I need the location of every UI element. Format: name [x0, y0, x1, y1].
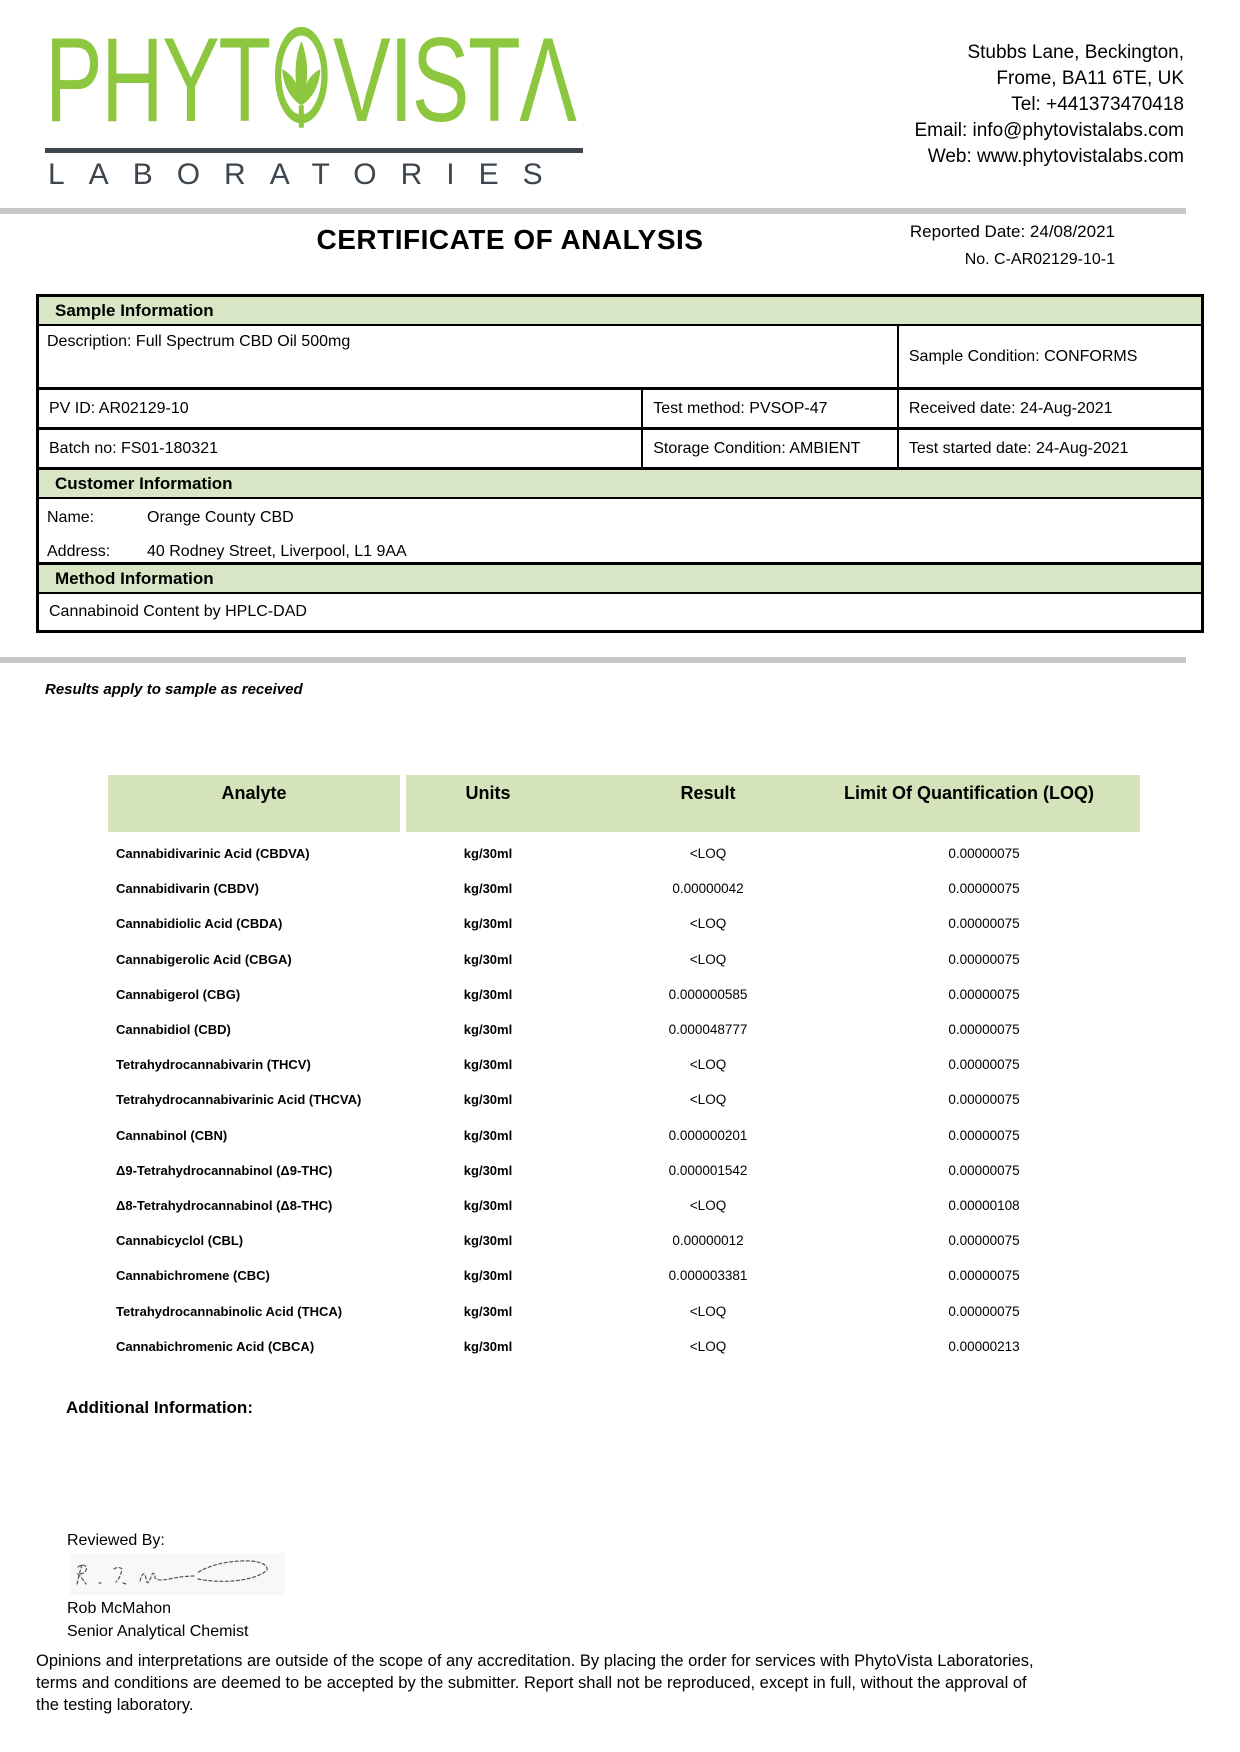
signature-icon — [70, 1553, 285, 1595]
units-cell: kg/30ml — [463, 1127, 513, 1143]
contact-line: Frome, BA11 6TE, UK — [996, 68, 1184, 89]
section-divider — [0, 657, 1186, 663]
page-title: CERTIFICATE OF ANALYSIS — [316, 224, 704, 255]
result-cell: 0.000048777 — [668, 1022, 748, 1038]
lab-contact-info — [914, 40, 1184, 170]
contact-line: Email: info@phytovistalabs.com — [914, 120, 1184, 141]
customer-address-value: 40 Rodney Street, Liverpool, L1 9AA — [147, 543, 407, 560]
loq-cell: 0.00000075 — [948, 1233, 1020, 1249]
analyte-cell: Tetrahydrocannabivarin (THCV) — [116, 1057, 311, 1073]
reviewer-name: Rob McMahon — [67, 1600, 172, 1617]
loq-cell: 0.00000075 — [948, 951, 1020, 967]
storage-condition-cell: Storage Condition: AMBIENT — [643, 430, 899, 467]
analyte-cell: Cannabidivarinic Acid (CBDVA) — [116, 846, 310, 862]
result-cell: <LOQ — [689, 1197, 727, 1213]
customer-address-line — [47, 543, 1193, 561]
leaf-icon — [273, 27, 329, 129]
customer-name-value: Orange County CBD — [147, 509, 294, 526]
table-row — [108, 871, 1140, 906]
result-cell: 0.000000201 — [668, 1127, 748, 1143]
result-cell: <LOQ — [689, 1303, 727, 1319]
contact-line: Stubbs Lane, Beckington, — [967, 42, 1184, 63]
table-row — [108, 836, 1140, 871]
table-row — [108, 1329, 1140, 1364]
table-row — [39, 390, 1201, 430]
table-row — [108, 1293, 1140, 1328]
units-cell: kg/30ml — [463, 881, 513, 897]
received-date-cell: Received date: 24-Aug-2021 — [908, 399, 1113, 417]
table-row — [108, 1258, 1140, 1293]
units-cell: kg/30ml — [463, 1092, 513, 1108]
contact-line: Web: www.phytovistalabs.com — [927, 146, 1184, 167]
disclaimer-line: terms and conditions are deemed to be accepted by the submitter. Report shall not be reproduced, except in full, without the approval of — [36, 1674, 1027, 1692]
header-divider — [0, 208, 1186, 214]
loq-cell: 0.00000075 — [948, 1022, 1020, 1038]
analyte-cell: Cannabigerol (CBG) — [116, 986, 241, 1002]
result-cell: 0.00000042 — [672, 881, 744, 897]
table-row — [39, 326, 1201, 390]
analyte-cell: Cannabigerolic Acid (CBGA) — [116, 951, 292, 967]
loq-cell: 0.00000075 — [948, 1162, 1020, 1178]
analyte-cell: Cannabichromene (CBC) — [116, 1268, 270, 1284]
result-cell: <LOQ — [689, 846, 727, 862]
loq-cell: 0.00000075 — [948, 1303, 1020, 1319]
results-table-header — [108, 775, 1140, 832]
test-method-cell: Test method: PVSOP-47 — [643, 390, 899, 427]
units-cell: kg/30ml — [463, 1197, 513, 1213]
phytovista-logo — [45, 13, 576, 147]
units-cell: kg/30ml — [463, 951, 513, 967]
analyte-cell: Cannabidiolic Acid (CBDA) — [116, 916, 283, 932]
units-cell: kg/30ml — [463, 1303, 513, 1319]
report-number: No. C-AR02129-10-1 — [964, 251, 1115, 268]
disclaimer-line: the testing laboratory. — [36, 1696, 194, 1714]
units-cell: kg/30ml — [463, 1268, 513, 1284]
info-tables — [36, 294, 1204, 633]
contact-line: Tel: +441373470418 — [1011, 94, 1184, 115]
units-cell: kg/30ml — [463, 1057, 513, 1073]
result-cell: 0.000000585 — [668, 986, 748, 1002]
analyte-cell: Cannabinol (CBN) — [116, 1127, 228, 1143]
reviewed-by-label: Reviewed By: — [67, 1532, 165, 1549]
loq-cell: 0.00000075 — [948, 846, 1020, 862]
units-cell: kg/30ml — [463, 1022, 513, 1038]
table-row — [108, 1223, 1140, 1258]
units-cell: kg/30ml — [463, 1233, 513, 1249]
sample-information-header: Sample Information — [39, 297, 1201, 326]
table-row — [39, 430, 1201, 470]
table-row — [108, 1047, 1140, 1082]
table-row — [108, 1082, 1140, 1117]
result-cell: <LOQ — [689, 951, 727, 967]
logo-divider — [45, 148, 583, 153]
loq-cell: 0.00000075 — [948, 1057, 1020, 1073]
analyte-cell: Cannabicyclol (CBL) — [116, 1233, 244, 1249]
sample-description-cell: Description: Full Spectrum CBD Oil 500mg — [39, 326, 899, 387]
disclaimer-line: Opinions and interpretations are outside of the scope of any accreditation. By placing the order for services with PhytoVista Laboratories, — [36, 1652, 1034, 1670]
result-cell: <LOQ — [689, 1057, 727, 1073]
logo-text-right: VISTΛ — [333, 13, 576, 147]
loq-cell: 0.00000075 — [948, 881, 1020, 897]
reported-date: Reported Date: 24/08/2021 — [909, 222, 1115, 241]
results-table-body — [108, 836, 1140, 1364]
analyte-cell: Tetrahydrocannabinolic Acid (THCA) — [116, 1303, 343, 1319]
units-cell: kg/30ml — [463, 986, 513, 1002]
loq-cell: 0.00000213 — [948, 1338, 1020, 1354]
table-row — [108, 1153, 1140, 1188]
results-note: Results apply to sample as received — [45, 681, 303, 698]
result-cell: <LOQ — [689, 916, 727, 932]
logo-text-left: PHYT — [45, 13, 270, 147]
logo-subtitle: LABORATORIES — [48, 158, 567, 191]
customer-name-label: Name: — [47, 509, 95, 526]
analyte-cell: Δ8-Tetrahydrocannabinol (Δ8-THC) — [116, 1197, 333, 1213]
pv-id-cell: PV ID: AR02129-10 — [39, 390, 643, 427]
analyte-cell: Cannabichromenic Acid (CBCA) — [116, 1338, 315, 1354]
loq-cell: 0.00000108 — [948, 1197, 1020, 1213]
batch-no-cell: Batch no: FS01-180321 — [39, 430, 643, 467]
analyte-cell: Δ9-Tetrahydrocannabinol (Δ9-THC) — [116, 1162, 333, 1178]
footer-disclaimer — [36, 1650, 1176, 1716]
method-information-header: Method Information — [39, 565, 1201, 594]
result-cell: <LOQ — [689, 1338, 727, 1354]
customer-address-label: Address: — [47, 543, 111, 560]
result-cell: 0.00000012 — [672, 1233, 744, 1249]
table-row — [108, 977, 1140, 1012]
loq-cell: 0.00000075 — [948, 1127, 1020, 1143]
method-information-body: Cannabinoid Content by HPLC-DAD — [49, 603, 307, 620]
column-header-analyte: Analyte — [221, 783, 287, 803]
table-row — [108, 942, 1140, 977]
additional-information-label: Additional Information: — [66, 1398, 253, 1417]
loq-cell: 0.00000075 — [948, 1092, 1020, 1108]
column-header-loq: Limit Of Quantification (LOQ) — [844, 783, 1094, 803]
customer-name-line — [47, 509, 1193, 527]
test-started-date-cell: Test started date: 24-Aug-2021 — [908, 439, 1129, 457]
table-row — [108, 906, 1140, 941]
analyte-cell: Cannabidiol (CBD) — [116, 1022, 231, 1038]
result-cell: <LOQ — [689, 1092, 727, 1108]
loq-cell: 0.00000075 — [948, 986, 1020, 1002]
loq-cell: 0.00000075 — [948, 1268, 1020, 1284]
analyte-cell: Cannabidivarin (CBDV) — [116, 881, 260, 897]
table-row — [108, 1188, 1140, 1223]
reviewer-title: Senior Analytical Chemist — [67, 1623, 249, 1640]
table-row — [108, 1012, 1140, 1047]
column-header-units: Units — [465, 783, 511, 803]
analyte-cell: Tetrahydrocannabivarinic Acid (THCVA) — [116, 1092, 362, 1108]
units-cell: kg/30ml — [463, 1338, 513, 1354]
sample-condition-cell: Sample Condition: CONFORMS — [908, 347, 1138, 365]
column-header-result: Result — [680, 783, 736, 803]
units-cell: kg/30ml — [463, 1162, 513, 1178]
customer-information-body — [39, 499, 1201, 565]
units-cell: kg/30ml — [463, 916, 513, 932]
table-row — [108, 1118, 1140, 1153]
result-cell: 0.000003381 — [668, 1268, 748, 1284]
result-cell: 0.000001542 — [668, 1162, 748, 1178]
loq-cell: 0.00000075 — [948, 916, 1020, 932]
customer-information-header: Customer Information — [39, 470, 1201, 499]
units-cell: kg/30ml — [463, 846, 513, 862]
